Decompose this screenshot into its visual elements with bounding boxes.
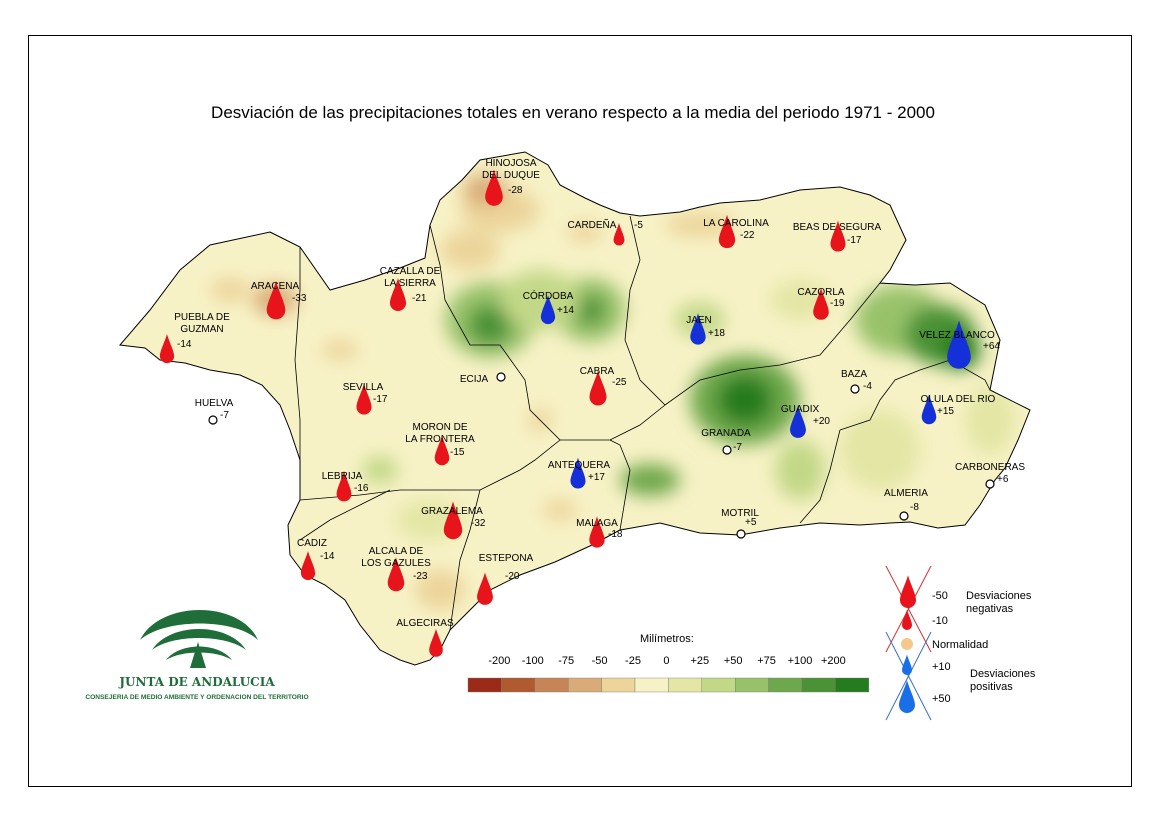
station-name: ANTEQUERA	[547, 460, 611, 471]
station-value: -18	[608, 529, 623, 540]
station-name: ALCALA DE LOS GAZULES	[361, 546, 431, 569]
junta-logo	[85, 610, 308, 701]
legend-value: +10	[932, 661, 951, 673]
station-value: -28	[508, 185, 523, 196]
station-name: HINOJOSA DEL DUQUE	[482, 158, 540, 181]
drop-legend	[886, 566, 1036, 720]
legend-positive-label: Desviaciones positivas	[970, 668, 1036, 693]
station-name: CAZALLA DE LA SIERRA	[379, 266, 441, 289]
logo-name: JUNTA DE ANDALUCIA	[119, 675, 275, 689]
station-value: -7	[220, 410, 229, 421]
station-name: ALMERIA	[884, 488, 928, 499]
station-value: -22	[740, 230, 755, 241]
station-value: +20	[813, 416, 830, 427]
station-value: -16	[354, 483, 369, 494]
legend-positive-drop	[902, 655, 912, 676]
scale-title: Milímetros:	[640, 633, 694, 645]
station-value: -4	[863, 381, 872, 392]
station-name: CAZORLA	[797, 287, 845, 298]
station-name: ALGECIRAS	[396, 618, 454, 629]
scale-swatch	[535, 678, 568, 692]
scale-label: -25	[625, 655, 641, 667]
station-name: LA CAROLINA	[703, 218, 769, 229]
station-name: BEAS DE SEGURA	[792, 222, 882, 233]
station-name: ECIJA	[459, 374, 489, 385]
station-name: ARACENA	[250, 281, 300, 292]
legend-value: -10	[932, 615, 948, 627]
legend-positive-drop	[899, 680, 915, 713]
legend-negative-drop	[900, 575, 916, 608]
scale-label: -75	[558, 655, 575, 667]
station-value: +64	[983, 341, 1000, 352]
normal-marker	[723, 446, 731, 454]
station-value: -25	[612, 377, 627, 388]
station-value: +5	[745, 517, 757, 528]
normal-marker	[497, 373, 505, 381]
station-name: CÓRDOBA	[522, 291, 574, 302]
station-name: OLULA DEL RIO	[920, 394, 996, 405]
scale-label: +25	[690, 655, 710, 667]
scale-swatch	[668, 678, 701, 692]
scale-swatch	[602, 678, 635, 692]
normal-marker	[737, 530, 745, 538]
station-name: MOTRIL	[721, 508, 759, 519]
station-name: GUADIX	[780, 404, 820, 415]
scale-label: 0	[663, 655, 670, 667]
legend-negative-label: Desviaciones negativas	[966, 590, 1032, 615]
legend-value: +50	[932, 693, 951, 705]
scale-swatch	[735, 678, 768, 692]
station-value: -5	[634, 220, 643, 231]
station-name: VELEZ BLANCO	[919, 330, 995, 341]
legend-value: Normalidad	[932, 639, 989, 651]
station-value: -32	[471, 518, 486, 529]
color-scale	[468, 633, 869, 692]
station-value: +14	[557, 305, 574, 316]
station-name: JAEN	[686, 315, 712, 326]
scale-swatch	[501, 678, 534, 692]
station-value: -17	[373, 394, 388, 405]
scale-swatch	[702, 678, 735, 692]
station-value: +15	[937, 406, 954, 417]
station-name: SEVILLA	[342, 382, 384, 393]
station-value: +17	[588, 472, 605, 483]
station-value: +6	[997, 474, 1009, 485]
normal-marker	[851, 385, 859, 393]
scale-swatch	[568, 678, 601, 692]
station-name: CADIZ	[297, 538, 327, 549]
scale-label: -50	[591, 655, 608, 667]
legend-normal-dot	[901, 638, 913, 650]
station-value: -33	[292, 293, 307, 304]
legend-value: -50	[932, 590, 948, 602]
station-name: HUELVA	[194, 398, 234, 409]
station-huelva	[195, 398, 234, 424]
scale-swatch	[769, 678, 802, 692]
station-value: -8	[910, 502, 919, 513]
station-name: CARDEÑA	[567, 220, 617, 231]
scale-swatch	[635, 678, 668, 692]
station-name: MALAGA	[576, 518, 618, 529]
station-value: -21	[412, 293, 427, 304]
map-title: Desviación de las precipitaciones totales en verano respecto a la media del periodo 1971 - 2000	[211, 103, 935, 122]
normal-marker	[986, 480, 994, 488]
station-value: +18	[708, 328, 725, 339]
logo-subtitle: CONSEJERIA DE MEDIO AMBIENTE Y ORDENACION DEL TERRITORIO	[85, 694, 309, 701]
station-name: ESTEPONA	[478, 553, 534, 564]
scale-label: -100	[521, 655, 544, 667]
station-name: PUEBLA DE GUZMAN	[174, 312, 230, 335]
station-name: BAZA	[840, 369, 868, 380]
station-name: MORON DE LA FRONTERA	[405, 422, 475, 445]
scale-swatch	[468, 678, 501, 692]
scale-label: +100	[787, 655, 813, 667]
scale-label: +75	[757, 655, 776, 667]
scale-label: +50	[723, 655, 743, 667]
normal-marker	[209, 416, 217, 424]
station-name: GRAZALEMA	[421, 506, 483, 517]
station-name: LEBRIJA	[321, 471, 363, 482]
normal-marker	[900, 512, 908, 520]
station-value: -7	[733, 442, 742, 453]
station-name: CARBONERAS	[954, 462, 1026, 473]
station-name: GRANADA	[701, 428, 751, 439]
station-value: -19	[830, 298, 845, 309]
station-estepona	[477, 553, 533, 605]
scale-swatch	[835, 678, 868, 692]
station-value: -17	[847, 235, 862, 246]
station-value: -14	[320, 551, 335, 562]
scale-swatch	[802, 678, 835, 692]
scale-label: +200	[821, 655, 846, 667]
station-value: -14	[177, 339, 192, 350]
station-name: CABRA	[579, 366, 615, 377]
station-value: -15	[450, 447, 465, 458]
station-value: -20	[505, 571, 520, 582]
scale-label: -200	[488, 655, 511, 667]
station-value: -23	[413, 571, 428, 582]
